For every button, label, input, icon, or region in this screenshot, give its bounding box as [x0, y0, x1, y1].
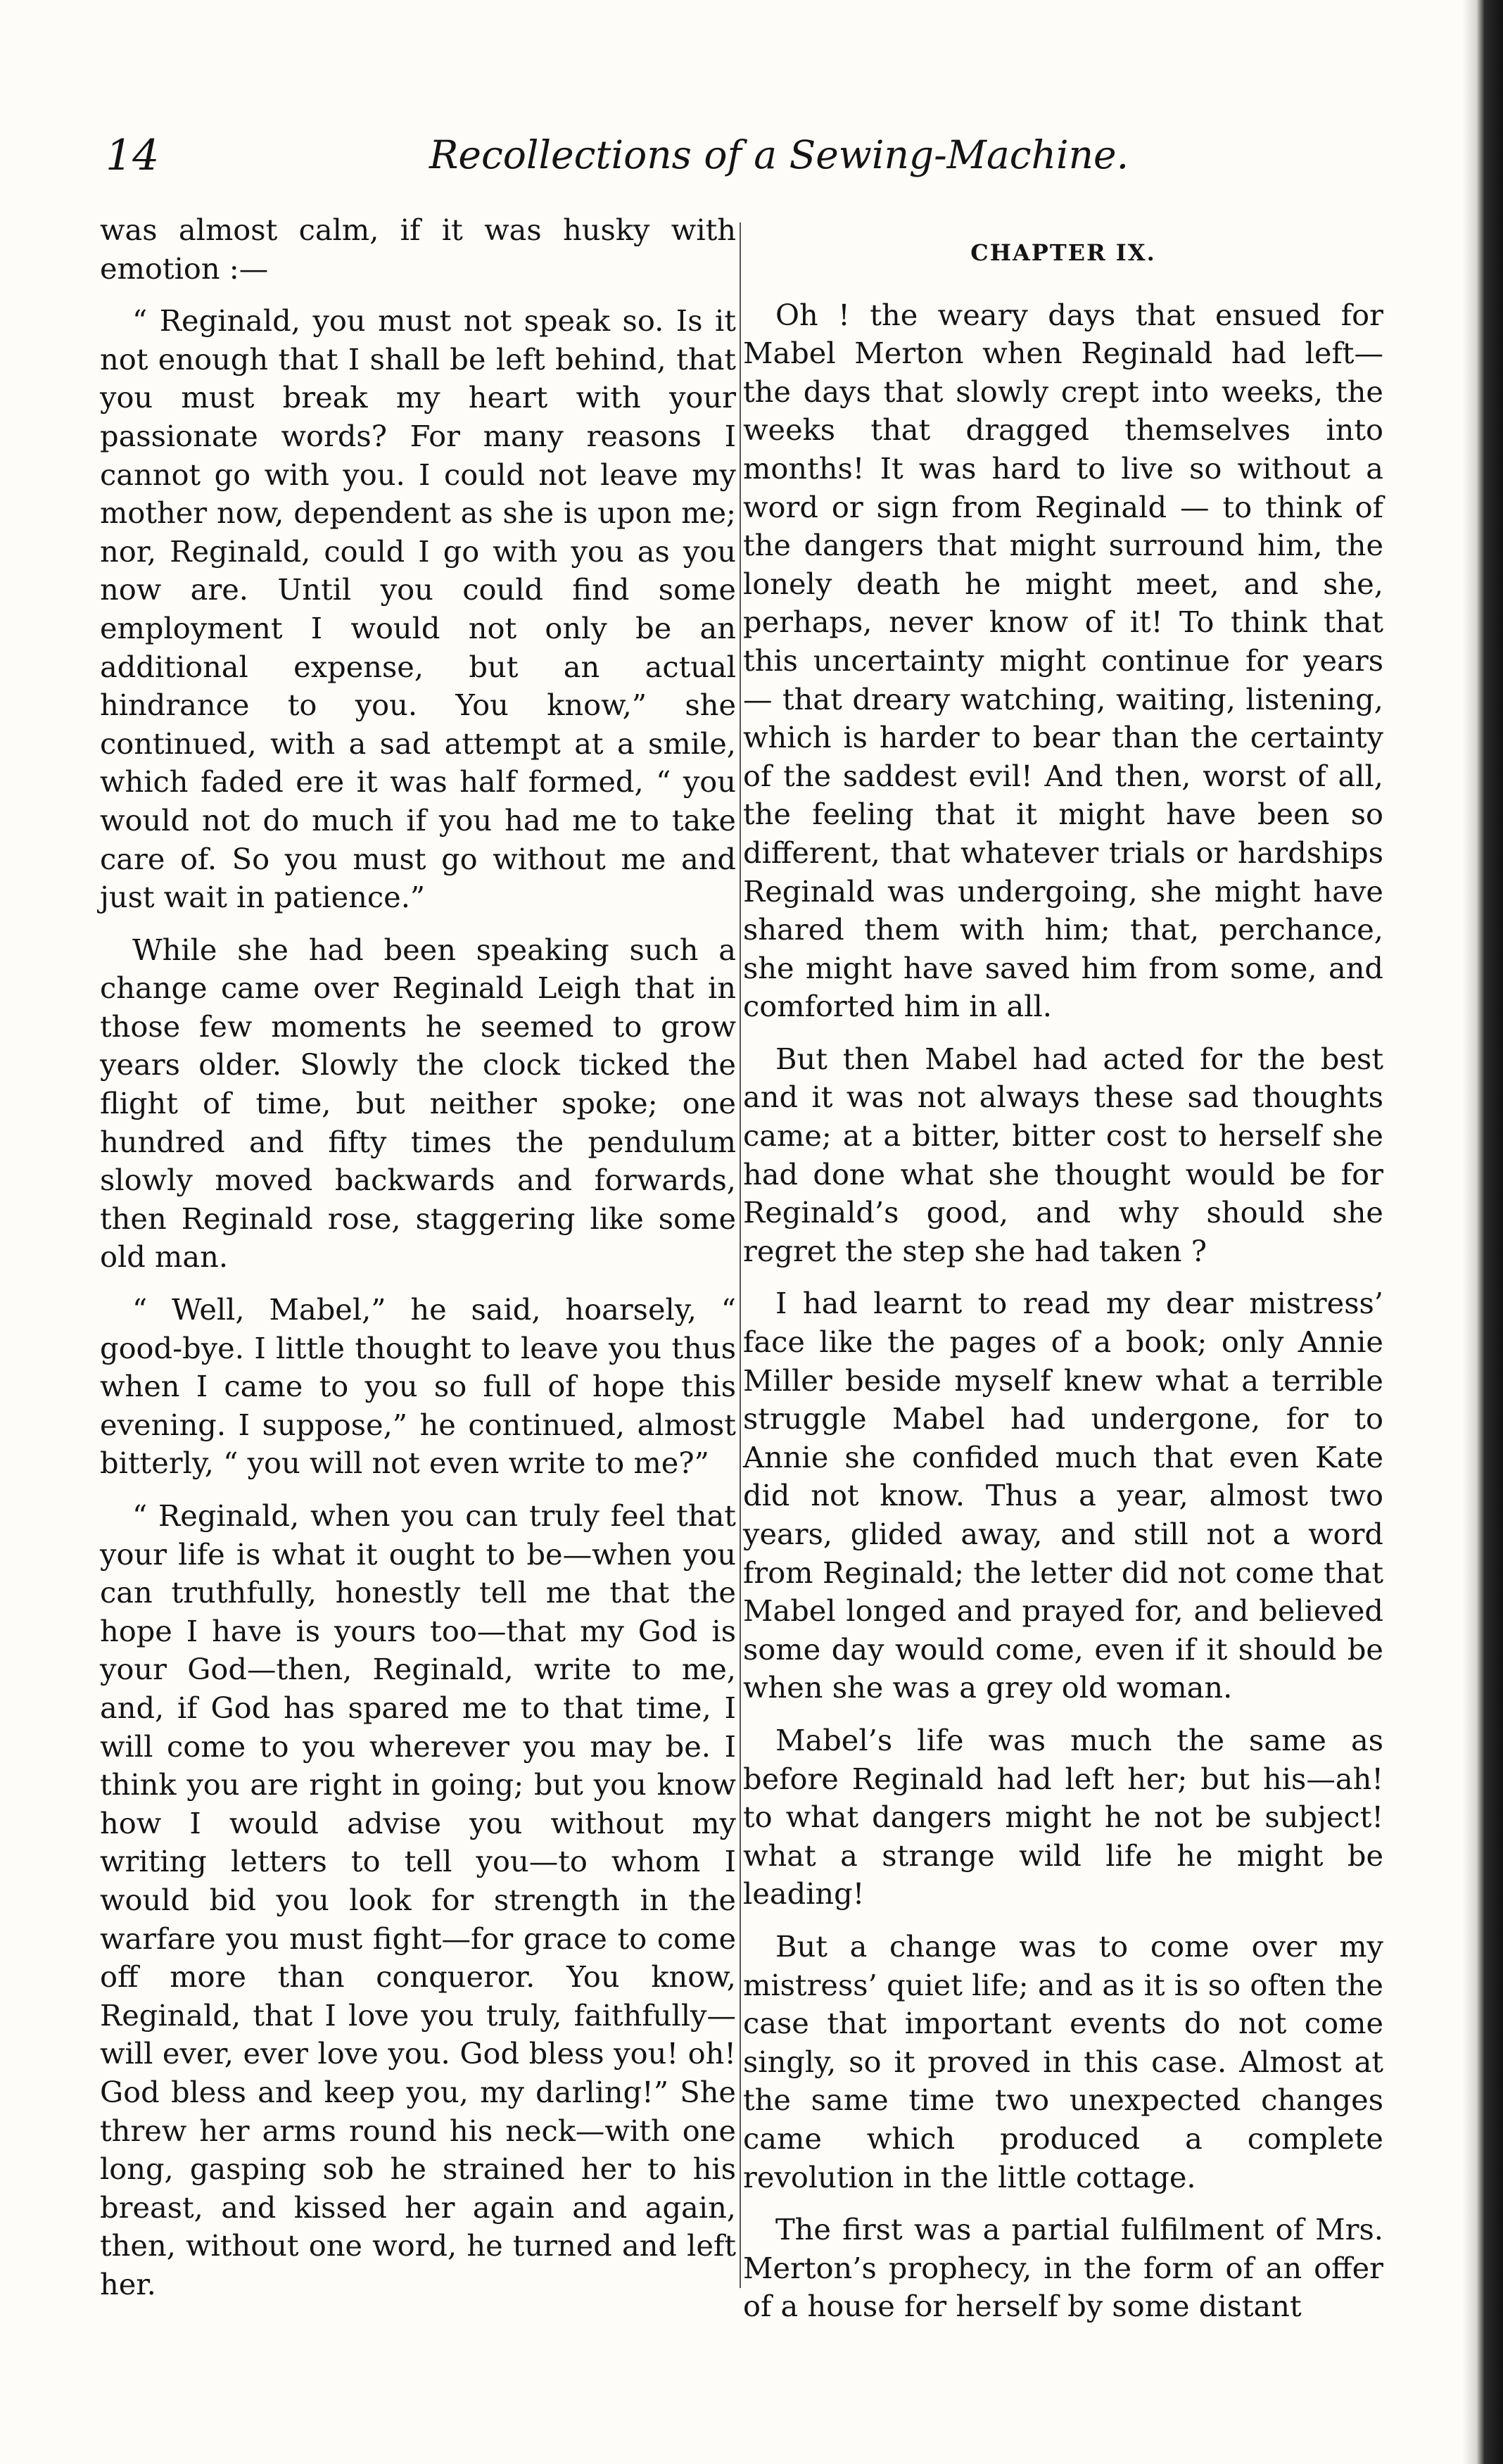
paragraph: Mabel’s life was much the same as before Reginald had left her; but his—ah! to what dangers might he not be subject! what a strange wild life he might be leading!: [743, 1722, 1383, 1912]
paragraph: I had learnt to read my dear mistress’ face like the pages of a book; only Annie Miller beside myself knew what a terrible struggle Mabel had undergone, for to Annie she confided much that even Kate did not know. Thus a year, almost two years, glided away, and still not a word from Reginald; the letter did not come that Mabel longed and prayed for, and believed some day would come, even if it should be when she was a grey old woman.: [743, 1286, 1383, 1705]
paragraph: But then Mabel had acted for the best and it was not always these sad thoughts came; at a bitter, bitter cost to herself she had done what she thought would be for Reginald’s good, and why should she regret the step she had taken ?: [743, 1041, 1383, 1268]
paragraph: Oh ! the weary days that ensued for Mabel Merton when Reginald had left—the days that slowly crept into weeks, the weeks that dragged themselves into months! It was hard to live so without a word or sign from Reginald — to think of the dangers that might surround him, the lonely death he might meet, and she, perhaps, never know of it! To think that this uncertainty might continue for years — that dreary watching, waiting, listening, which is harder to bear than the certainty of the saddest evil! And then, worst of all, the feeling that it might have been so different, that whatever trials or hardships Reginald was undergoing, she might have shared them with him; that, perchance, she might have saved him from some, and comforted him in all.: [743, 297, 1383, 1024]
page-edge-shadow: [1462, 0, 1503, 2464]
paragraph: But a change was to come over my mistress’ quiet life; and as it is so often the case that important events do not come singly, so it proved in this case. Almost at the same time two unexpected changes came which produced a complete revolution in the little cottage.: [743, 1928, 1383, 2194]
paragraph: The first was a partial fulfilment of Mrs. Merton’s prophecy, in the form of an offer of a house for herself by some distant: [743, 2212, 1383, 2324]
paragraph: was almost calm, if it was husky with emotion :—: [100, 213, 736, 286]
paragraph: “ Reginald, you must not speak so. Is it not enough that I shall be left behind, that you must break my heart with your passionate words? For many reasons I cannot go with you. I could not leave my mother now, dependent as she is upon me; nor, Reginald, could I go with you as you now are. Until you could find some employment I would not only be an additional expense, but an actual hindrance to you. You know,” she continued, with a sad attempt at a smile, which faded ere it was half formed, “ you would not do much if you had me to take care of. So you must go without me and just wait in patience.”: [100, 303, 736, 915]
right-column: [743, 229, 1383, 2340]
paragraph: While she had been speaking such a change came over Reginald Leigh that in those few moments he seemed to grow years older. Slowly the clock ticked the flight of time, but neither spoke; one hundred and fifty times the pendulum slowly moved backwards and forwards, then Reginald rose, staggering like some old man.: [100, 932, 736, 1275]
chapter-heading: CHAPTER IX.: [970, 239, 1156, 266]
left-column: [100, 211, 736, 2318]
running-title: Recollections of a Sewing-Machine.: [429, 132, 1129, 177]
page-header: [106, 131, 1393, 201]
paragraph: “ Well, Mabel,” he said, hoarsely, “ good-bye. I little thought to leave you thus when I came to you so full of hope this evening. I suppose,” he continued, almost bitterly, “ you will not even write to me?”: [100, 1292, 736, 1481]
page-number: 14: [106, 131, 160, 180]
paragraph: “ Reginald, when you can truly feel that your life is what it ought to be—when you can truthfully, honestly tell me that the hope I have is yours too—that my God is your God—then, Reginald, write to me, and, if God has spared me to that time, I will come to you wherever you may be. I think you are right in going; but you know how I would advise you without my writing letters to tell you—to whom I would bid you look for strength in the warfare you must fight—for grace to come off more than conqueror. You know, Reginald, that I love you truly, faithfully—will ever, ever love you. God bless you! oh! God bless and keep you, my darling!” She threw her arms round his neck—with one long, gasping sob he strained her to his breast, and kissed her again and again, then, without one word, he turned and left her.: [100, 1498, 736, 2301]
column-divider: [740, 222, 741, 2288]
